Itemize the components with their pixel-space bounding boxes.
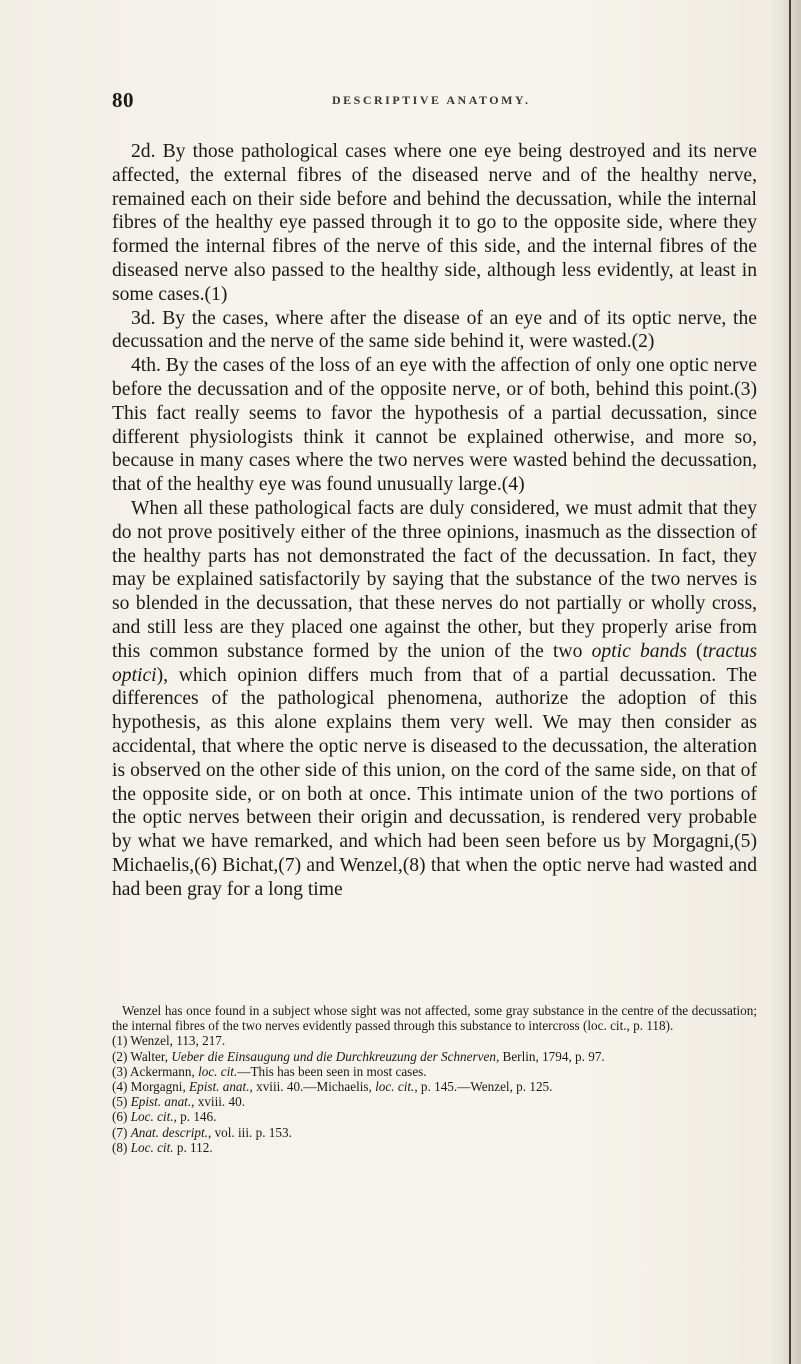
footnote-1: (1) Wenzel, 113, 217. — [112, 1033, 226, 1049]
text-run: ), which opinion differs much from that of a partial decussation. The differences of the pathological phenomena, authorize the adoption of this hypothesis, as this alone explains them very well. We may then consider as accidental, that where the optic nerve is diseased to the decussation, the alteration is observed on the other side of this union, on the cord of the same side, on that of the opposite side, or on both at once. This intimate union of the two portions of the optic nerves between their origin and decussation, is rendered very probable by what we have remarked, and which had been seen before us by Morgagni,(5) Michaelis,(6) Bichat,(7) and Wenzel,(8) that when the optic nerve had wasted and had been gray for a long time — [112, 664, 757, 900]
italic-title: Epist. anat. — [189, 1079, 250, 1095]
text-run: , xviii. 40.—Michaelis, — [249, 1079, 376, 1095]
text-run: p. 112. — [173, 1139, 213, 1155]
text-run: (4) Morgagni, — [112, 1079, 190, 1095]
text-run: (2) Walter, — [112, 1048, 172, 1064]
running-title: DESCRIPTIVE ANATOMY. — [332, 93, 531, 107]
footnote-5 — [112, 1094, 757, 1109]
text-run: (3) Ackermann, — [112, 1063, 199, 1079]
paragraph-3d: 3d. By the cases, where after the disease of an eye and of its optic nerve, the decussation and the nerve of the same side behind it, were wasted.(2) — [112, 307, 757, 353]
page-gutter-shadow — [767, 0, 801, 1364]
text-run: (7) — [112, 1124, 131, 1140]
text-run: , xviii. 40. — [191, 1094, 245, 1110]
text-run: (5) — [112, 1094, 131, 1110]
text-run: (6) — [112, 1109, 131, 1125]
footnote-3 — [112, 1064, 757, 1079]
main-text — [112, 140, 757, 902]
page-header — [112, 88, 672, 114]
paragraph-conclusion — [112, 497, 757, 902]
footnote-4 — [112, 1079, 757, 1094]
text-run: (8) — [112, 1139, 131, 1155]
page-number: 80 — [112, 88, 134, 112]
footnote-8 — [112, 1140, 757, 1155]
page-edge-line — [789, 0, 791, 1364]
italic-title: loc. cit. — [198, 1063, 238, 1079]
italic-title: Anat. descript. — [130, 1124, 208, 1140]
italic-title: Loc. cit. — [130, 1139, 174, 1155]
italic-title: Loc. cit. — [130, 1109, 174, 1125]
italic-title: loc. cit. — [375, 1079, 415, 1095]
italic-term-tractus-optici: tractus optici — [112, 640, 758, 686]
text-run: , p. 145.—Wenzel, p. 125. — [414, 1079, 553, 1095]
text-run: —This has been seen in most cases. — [237, 1063, 427, 1079]
footnote-2 — [112, 1049, 757, 1064]
text-run: , Berlin, 1794, p. 97. — [495, 1048, 605, 1064]
footnote-7 — [112, 1125, 757, 1140]
text-run: When all these pathological facts are duly considered, we must admit that they do not prove positively either of the three opinions, inasmuch as the dissection of the healthy parts has not demonstrated the fact of the decussation. In fact, they may be explained satisfactorily by saying that the substance of the two nerves is so blended in the decussation, that these nerves do not partially or wholly cross, and still less are they placed one against the other, but they properly arise from this common substance formed by the union of the two — [112, 497, 757, 662]
footnote-continuation: Wenzel has once found in a subject whose sight was not affected, some gray substance in the centre of the decussation; the internal fibres of the two nerves evidently passed through this substance to intercross (loc. cit., p. 118). — [112, 1003, 757, 1034]
footnote-6 — [112, 1109, 757, 1124]
text-run: , vol. iii. p. 153. — [207, 1124, 292, 1140]
italic-title: Ueber die Einsaugung und die Durchkreuzung der Schnerven — [171, 1048, 496, 1064]
italic-title: Epist. anat. — [130, 1094, 192, 1110]
text-run: , p. 146. — [173, 1109, 217, 1125]
paragraph-2d: 2d. By those pathological cases where one eye being destroyed and its nerve affected, the external fibres of the diseased nerve and of the healthy nerve, remained each on their side before and behind the decussation, while the internal fibres of the healthy eye passed through it to go to the opposite side, where they formed the internal fibres of the nerve of this side, and the internal fibres of the diseased nerve also passed to the healthy side, although less evidently, at least in some cases.(1) — [112, 141, 757, 305]
text-run: ( — [686, 640, 703, 662]
footnotes — [112, 1003, 757, 1155]
italic-term-optic-bands: optic bands — [591, 640, 687, 662]
paragraph-4th: 4th. By the cases of the loss of an eye with the affection of only one optic nerve before the decussation and of the opposite nerve, or of both, behind this point.(3) This fact really seems to favor the hypothesis of a partial decussation, since different physiologists think it cannot be explained otherwise, and more so, because in many cases where the two nerves were wasted behind the decussation, that of the healthy eye was found unusually large.(4) — [112, 355, 757, 496]
